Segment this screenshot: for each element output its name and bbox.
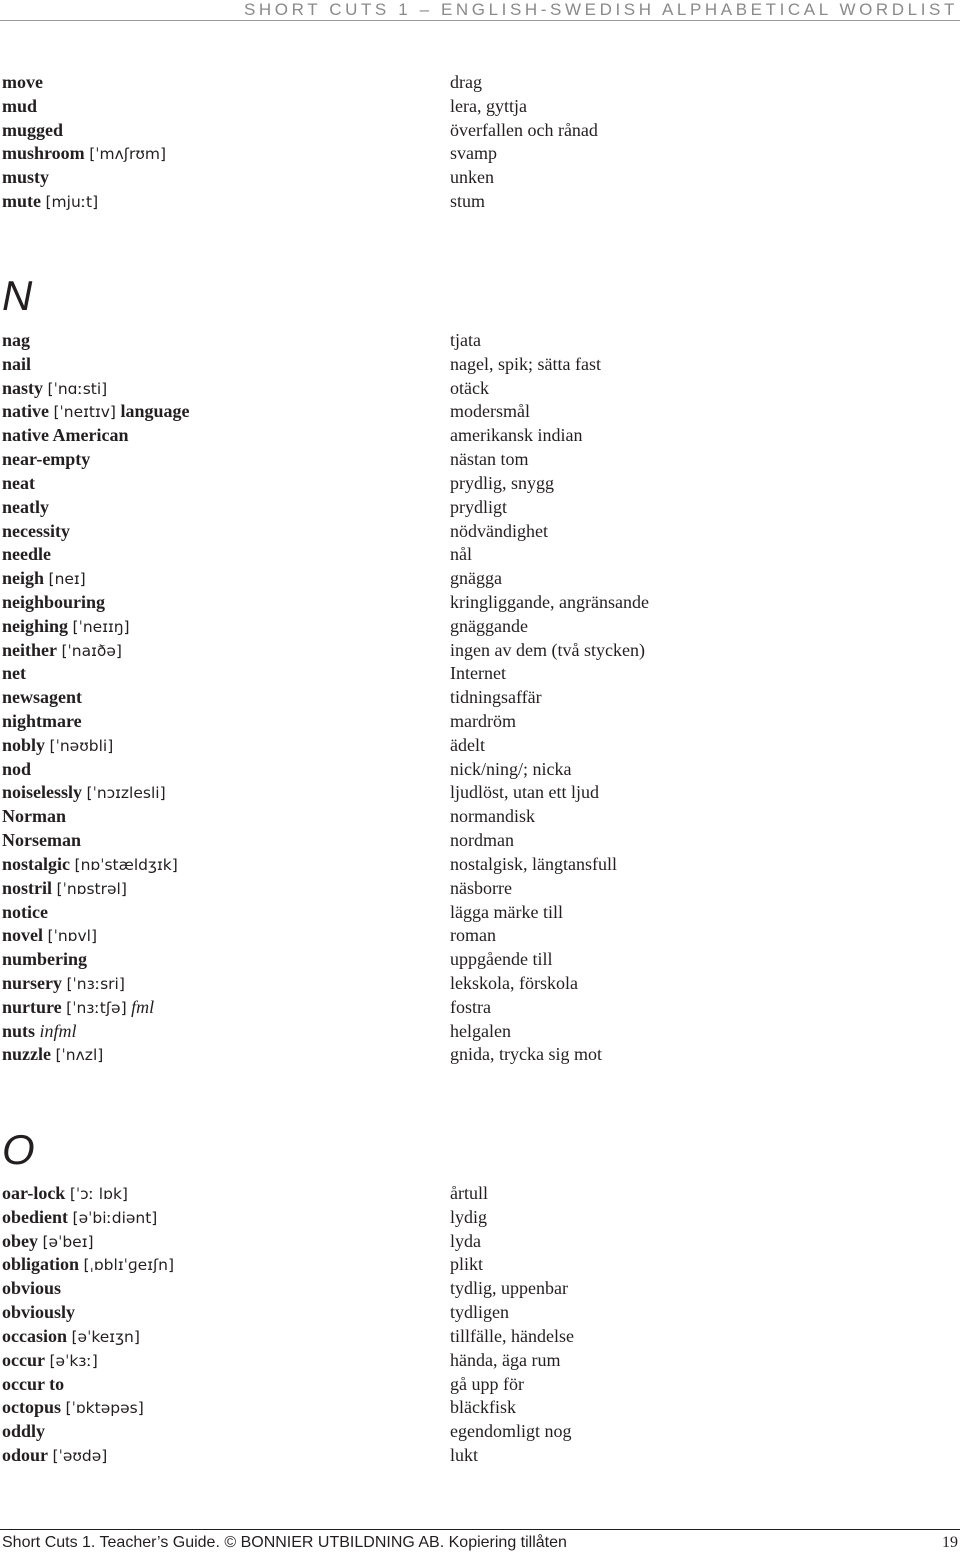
headword: oar-lock [2, 1183, 66, 1203]
wordlist-entry [0, 166, 960, 190]
headword: novel [2, 925, 44, 946]
pronunciation: [əˈbeɪ] [42, 1232, 94, 1251]
headword: oddly [2, 1421, 46, 1442]
wordlist-entry [0, 377, 960, 401]
headword: musty [2, 167, 50, 188]
swedish-translation: normandisk [450, 806, 535, 827]
register-label: infml [39, 1020, 77, 1041]
headword: occasion [2, 1325, 67, 1346]
english-term [2, 119, 63, 143]
english-term [2, 166, 49, 190]
wordlist-entry [0, 424, 960, 448]
wordlist-entry [0, 142, 960, 166]
swedish-translation: helgalen [450, 1020, 511, 1041]
headword: needle [2, 544, 51, 565]
english-term [2, 1206, 157, 1231]
english-term [2, 1230, 94, 1255]
header-rule [0, 20, 960, 21]
footer-copyright: Short Cuts 1. Teacher’s Guide. © BONNIER UTBILDNING AB. Kopiering tillåten [2, 1534, 567, 1551]
swedish-translation: gnägga [450, 568, 502, 589]
headword: nail [2, 353, 32, 374]
wordlist-entry [0, 472, 960, 496]
swedish-translation: unken [450, 167, 494, 188]
swedish-translation: lyda [450, 1230, 481, 1251]
headword: obedient [2, 1206, 69, 1227]
wordlist-entry [0, 71, 960, 95]
english-term [2, 829, 81, 853]
headword: native [2, 401, 49, 422]
wordlist-entry [0, 901, 960, 925]
swedish-translation: nick/ning/; nicka [450, 758, 572, 779]
english-term [2, 1253, 174, 1278]
wordlist-entry [0, 119, 960, 143]
headword: Norseman [2, 830, 81, 851]
headword: Norman [2, 806, 66, 827]
swedish-translation: fostra [450, 996, 491, 1017]
headword: neighbouring [2, 591, 106, 612]
wordlist-entry [0, 924, 960, 948]
pronunciation: [ˈɒktəpəs] [65, 1399, 144, 1418]
wordlist-entry [0, 1043, 960, 1067]
swedish-translation: lydig [450, 1206, 488, 1227]
headword: nasty [2, 377, 44, 398]
headword: nag [2, 330, 31, 350]
wordlist-entry [0, 329, 960, 353]
english-term [2, 1325, 140, 1350]
swedish-translation: ädelt [450, 734, 485, 755]
pronunciation: [ˈnaɪðə] [61, 641, 122, 660]
wordlist-entry [0, 190, 960, 214]
wordlist-entry [0, 1182, 960, 1206]
headword: mute [2, 191, 41, 212]
wordlist-entry [0, 639, 960, 663]
wordlist-entry [0, 758, 960, 782]
headword: nuzzle [2, 1044, 51, 1065]
pronunciation: [ˈnɜːtʃə] [66, 998, 127, 1017]
headword: nostril [2, 877, 53, 898]
wordlist-entry [0, 1420, 960, 1444]
headword: obvious [2, 1278, 62, 1299]
english-term [2, 424, 128, 448]
headword: octopus [2, 1397, 62, 1418]
english-term [2, 377, 107, 402]
headword: nurture [2, 996, 62, 1017]
english-term [2, 567, 86, 592]
swedish-translation: drag [450, 72, 482, 92]
headword: mud [2, 95, 38, 116]
pronunciation: [ˌɒblɪˈɡeɪʃn] [83, 1256, 175, 1275]
pronunciation: [ˈnɔɪzlesli] [86, 784, 166, 803]
wordlist-entry [0, 1020, 960, 1044]
wordlist-entry [0, 662, 960, 686]
english-term [2, 877, 127, 902]
swedish-translation: tydligen [450, 1302, 509, 1323]
swedish-translation: näsborre [450, 877, 512, 898]
pronunciation: [əˈbiːdiənt] [72, 1208, 158, 1227]
wordlist-entry [0, 710, 960, 734]
headword: native American [2, 425, 129, 446]
wordlist-entry [0, 1325, 960, 1349]
swedish-translation: svamp [450, 143, 497, 164]
headword: occur to [2, 1373, 65, 1394]
swedish-translation: uppgående till [450, 949, 553, 970]
english-term [2, 615, 130, 640]
wordlist-entry [0, 1396, 960, 1420]
section-n-entries [0, 329, 960, 1067]
english-term [2, 472, 35, 496]
wordlist-entry [0, 996, 960, 1020]
swedish-translation: årtull [450, 1183, 488, 1203]
swedish-translation: tillfälle, händelse [450, 1325, 574, 1346]
pronunciation: [əˈkɜː] [49, 1351, 98, 1370]
wordlist-entry [0, 1349, 960, 1373]
english-term [2, 190, 98, 215]
english-term [2, 1396, 144, 1421]
running-head: SHORT CUTS 1 – ENGLISH-SWEDISH ALPHABETICAL WORDLIST [243, 0, 958, 19]
swedish-translation: modersmål [450, 401, 530, 422]
headword: neighing [2, 615, 69, 636]
swedish-translation: kringliggande, angränsande [450, 591, 649, 612]
swedish-translation: nordman [450, 830, 514, 851]
english-term [2, 686, 82, 710]
pronunciation: [ˈnɜːsri] [66, 974, 125, 993]
english-term [2, 1043, 103, 1068]
pronunciation: [ˈnɑːsti] [47, 379, 108, 398]
headword: nod [2, 758, 32, 779]
wordlist-entry [0, 948, 960, 972]
section-letter-o: O [2, 1126, 35, 1173]
english-term [2, 1020, 77, 1044]
headword: neigh [2, 568, 45, 589]
headword: necessity [2, 520, 70, 541]
english-term [2, 1277, 61, 1301]
section-o-entries [0, 1182, 960, 1468]
english-term [2, 781, 166, 806]
headword: neat [2, 472, 35, 493]
swedish-translation: prydligt [450, 496, 507, 517]
english-term [2, 520, 70, 544]
headword: notice [2, 901, 48, 922]
english-term [2, 901, 48, 925]
english-term [2, 853, 178, 878]
swedish-translation: hända, äga rum [450, 1349, 561, 1370]
wordlist-entry [0, 448, 960, 472]
wordlist-entry [0, 972, 960, 996]
swedish-translation: egendomligt nog [450, 1421, 572, 1442]
headword: neatly [2, 496, 49, 517]
wordlist-entry [0, 615, 960, 639]
pronunciation: [ˈəʊdə] [52, 1446, 108, 1465]
swedish-translation: lukt [450, 1444, 479, 1465]
wordlist-entry [0, 877, 960, 901]
wordlist-entry [0, 591, 960, 615]
english-term [2, 805, 66, 829]
section-m-entries [0, 71, 960, 214]
english-term [2, 996, 154, 1021]
english-term [2, 329, 30, 353]
swedish-translation: stum [450, 191, 486, 212]
swedish-translation: nål [450, 544, 472, 565]
pronunciation: [neɪ] [48, 570, 86, 589]
swedish-translation: Internet [450, 663, 506, 684]
english-term [2, 710, 82, 734]
headword: nostalgic [2, 853, 71, 874]
swedish-translation: mardröm [450, 711, 516, 731]
swedish-translation: gnäggande [450, 615, 528, 636]
footer-rule [0, 1529, 960, 1530]
wordlist-entry [0, 686, 960, 710]
swedish-translation: ljudlöst, utan ett ljud [450, 782, 599, 803]
pronunciation: [ˈneɪtɪv] [53, 403, 116, 422]
english-term [2, 948, 87, 972]
swedish-translation: lera, gyttja [450, 95, 527, 116]
pronunciation: [ˈnəʊbli] [49, 736, 114, 755]
swedish-translation: överfallen och rånad [450, 119, 598, 140]
headword: move [2, 72, 43, 92]
english-term [2, 1182, 128, 1207]
swedish-translation: gå upp för [450, 1373, 524, 1394]
headword: obviously [2, 1302, 76, 1323]
pronunciation: [ˈnʌzl] [55, 1046, 104, 1065]
english-term [2, 1420, 45, 1444]
headword: mushroom [2, 143, 85, 164]
wordlist-entry [0, 1230, 960, 1254]
wordlist-entry [0, 781, 960, 805]
pronunciation: [ˈneɪɪŋ] [72, 617, 130, 636]
swedish-translation: plikt [450, 1254, 484, 1275]
pronunciation: [ˈɔː lɒk] [69, 1185, 128, 1203]
swedish-translation: roman [450, 925, 496, 946]
wordlist-entry [0, 853, 960, 877]
swedish-translation: lägga märke till [450, 901, 563, 922]
english-term [2, 400, 190, 425]
english-term [2, 1301, 75, 1325]
wordlist-entry [0, 496, 960, 520]
wordlist-entry [0, 1253, 960, 1277]
swedish-translation: bläckfisk [450, 1397, 516, 1418]
headword: neither [2, 639, 57, 660]
headword: nuts [2, 1020, 36, 1041]
swedish-translation: ingen av dem (två stycken) [450, 639, 645, 660]
wordlist-entry [0, 829, 960, 853]
swedish-translation: lekskola, förskola [450, 972, 578, 993]
swedish-translation: nostalgisk, längtansfull [450, 853, 617, 874]
headword: odour [2, 1444, 49, 1465]
swedish-translation: tidningsaffär [450, 687, 542, 708]
swedish-translation: nästan tom [450, 449, 529, 470]
wordlist-entry [0, 353, 960, 377]
english-term [2, 71, 43, 95]
swedish-translation: nödvändighet [450, 520, 548, 541]
headword: nursery [2, 972, 62, 993]
english-term [2, 496, 49, 520]
english-term [2, 662, 26, 686]
pronunciation: [əˈkeɪʒn] [71, 1327, 140, 1346]
english-term [2, 639, 122, 664]
english-term [2, 142, 166, 167]
headword: near-empty [2, 449, 91, 470]
headword: occur [2, 1349, 45, 1370]
english-term [2, 543, 51, 567]
wordlist-entry [0, 805, 960, 829]
headword: newsagent [2, 687, 82, 708]
english-term [2, 1444, 107, 1469]
english-term [2, 353, 31, 377]
headword: numbering [2, 949, 88, 970]
headword: obey [2, 1230, 38, 1251]
english-term [2, 591, 105, 615]
wordlist-entry [0, 95, 960, 119]
swedish-translation: tydlig, uppenbar [450, 1278, 568, 1299]
headword: noiselessly [2, 782, 83, 803]
wordlist-entry [0, 400, 960, 424]
swedish-translation: nagel, spik; sätta fast [450, 353, 601, 374]
headword-continuation: language [120, 401, 190, 422]
swedish-translation: prydlig, snygg [450, 472, 555, 493]
section-letter-n: N [2, 272, 33, 319]
english-term [2, 95, 37, 119]
headword: mugged [2, 119, 64, 140]
register-label: fml [131, 996, 155, 1017]
english-term [2, 448, 90, 472]
wordlist-entry [0, 1301, 960, 1325]
wordlist-entry [0, 734, 960, 758]
english-term [2, 1373, 64, 1397]
swedish-translation: amerikansk indian [450, 425, 583, 446]
english-term [2, 734, 113, 759]
wordlist-entry [0, 1373, 960, 1397]
english-term [2, 758, 31, 782]
pronunciation: [mjuːt] [45, 193, 99, 212]
pronunciation: [nɒˈstældʒɪk] [74, 855, 178, 874]
wordlist-entry [0, 1444, 960, 1468]
pronunciation: [ˈnɒvl] [47, 927, 98, 946]
swedish-translation: tjata [450, 330, 481, 350]
wordlist-entry [0, 520, 960, 544]
headword: nobly [2, 734, 46, 755]
headword: net [2, 663, 26, 684]
wordlist-entry [0, 1206, 960, 1230]
pronunciation: [ˈnɒstrəl] [56, 879, 127, 898]
wordlist-entry [0, 1277, 960, 1301]
headword: nightmare [2, 711, 82, 731]
swedish-translation: otäck [450, 377, 489, 398]
english-term [2, 1349, 98, 1374]
swedish-translation: gnida, trycka sig mot [450, 1044, 602, 1065]
page-number: 19 [942, 1534, 958, 1551]
pronunciation: [ˈmʌʃrʊm] [89, 145, 167, 164]
headword: obligation [2, 1254, 80, 1275]
wordlist-entry [0, 567, 960, 591]
english-term [2, 924, 97, 949]
wordlist-entry [0, 543, 960, 567]
english-term [2, 972, 125, 997]
